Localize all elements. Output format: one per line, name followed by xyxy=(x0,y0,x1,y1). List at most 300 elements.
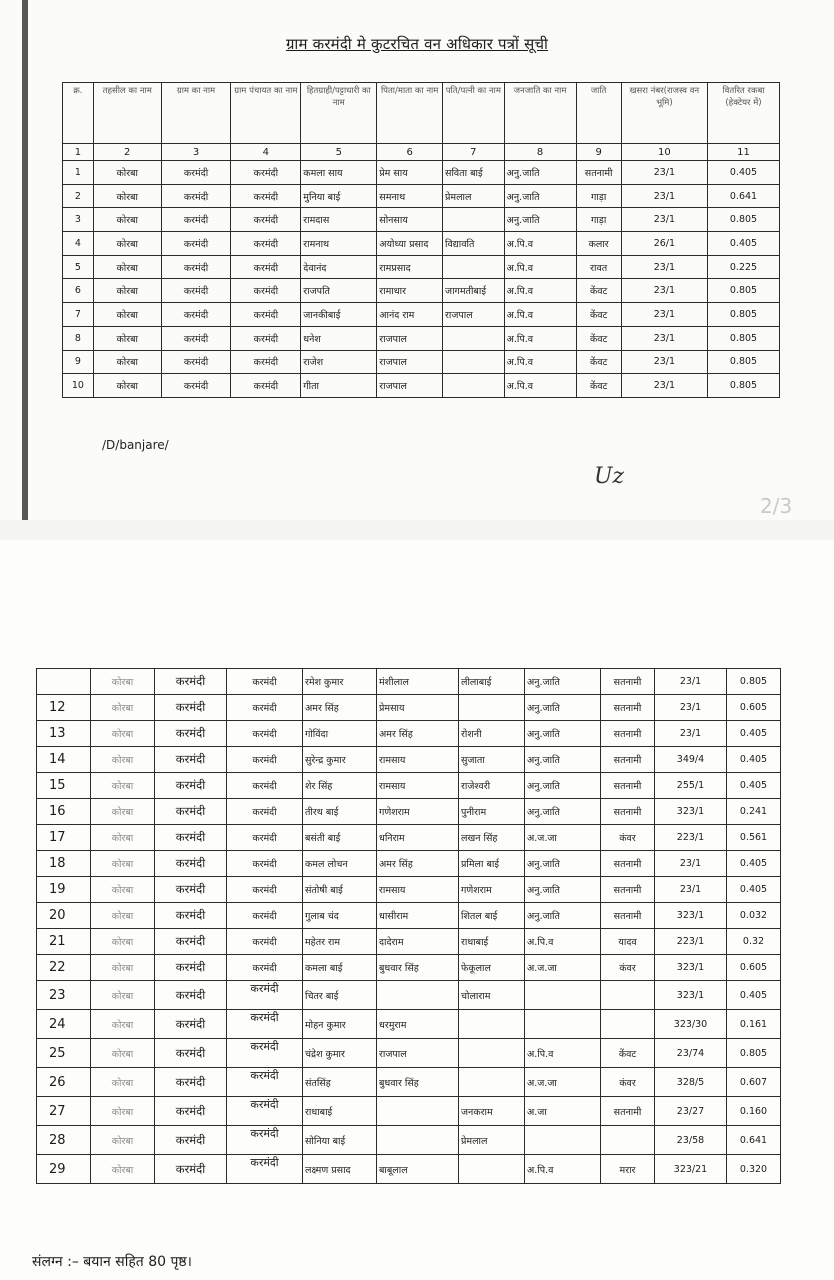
col-header-tehsil: तहसील का नाम xyxy=(93,83,161,144)
cell-caste: केंवट xyxy=(576,374,621,398)
cell-village: करमंदी xyxy=(161,303,231,327)
cell-name: बसंती बाई xyxy=(303,825,377,851)
cell-name: तीरथ बाई xyxy=(303,799,377,825)
cell-tribe: अ.पि.व xyxy=(504,255,576,279)
cell-tribe: अ.पि.व xyxy=(504,279,576,303)
cell-name: संतोषी बाई xyxy=(303,877,377,903)
footer-note: संलग्न :– बयान सहित 80 पृष्ठ। xyxy=(32,1254,192,1270)
cell-spouse xyxy=(443,255,505,279)
cell-parent: बाबूलाल xyxy=(377,1155,459,1184)
cell-tribe: अ.जा xyxy=(525,1097,601,1126)
cell-tehsil: कोरबा xyxy=(93,208,161,232)
page-number: 2/3 xyxy=(760,494,793,518)
cell-village: करमंदी xyxy=(155,903,227,929)
cell-khasra: 323/30 xyxy=(655,1010,727,1039)
cell-sl: 16 xyxy=(37,799,91,825)
col-header-tribe: जनजाति का नाम xyxy=(504,83,576,144)
cell-spouse: जागमतीबाई xyxy=(443,279,505,303)
cell-name: मुनिया बाई xyxy=(301,184,377,208)
forest-rights-table-page-1 xyxy=(62,82,780,398)
cell-caste: सतनामी xyxy=(601,799,655,825)
cell-khasra: 323/1 xyxy=(655,903,727,929)
cell-caste: सतनामी xyxy=(601,773,655,799)
cell-area: 0.805 xyxy=(708,208,780,232)
cell-khasra: 323/1 xyxy=(655,955,727,981)
cell-name: राजेश xyxy=(301,350,377,374)
cell-caste: केंवट xyxy=(576,279,621,303)
cell-area: 0.805 xyxy=(727,669,781,695)
cell-tehsil: कोरबा xyxy=(91,903,155,929)
cell-parent: रामसाय xyxy=(377,773,459,799)
cell-parent xyxy=(377,1126,459,1155)
cell-village: करमंदी xyxy=(161,161,231,185)
cell-village: करमंदी xyxy=(161,326,231,350)
cell-area: 0.805 xyxy=(708,303,780,327)
cell-sl: 26 xyxy=(37,1068,91,1097)
table-row xyxy=(37,955,781,981)
cell-khasra: 26/1 xyxy=(621,232,707,256)
cell-caste: सतनामी xyxy=(601,695,655,721)
cell-village: करमंदी xyxy=(161,350,231,374)
col-header-sl: क्र. xyxy=(63,83,94,144)
cell-tribe: अनु.जाति xyxy=(525,773,601,799)
cell-parent: धरमुराम xyxy=(377,1010,459,1039)
cell-area: 0.405 xyxy=(708,161,780,185)
cell-name: गुलाब चंद xyxy=(303,903,377,929)
cell-khasra: 23/1 xyxy=(621,303,707,327)
cell-panchayat: करमंदी xyxy=(231,374,301,398)
cell-area: 0.405 xyxy=(708,232,780,256)
cell-parent: राजपाल xyxy=(377,350,443,374)
page-binding-edge xyxy=(22,0,28,520)
cell-village: करमंदी xyxy=(155,799,227,825)
cell-tribe: अ.पि.व xyxy=(525,1039,601,1068)
cell-name: राधाबाई xyxy=(303,1097,377,1126)
cell-tribe: अ.ज.जा xyxy=(525,825,601,851)
cell-caste: गाड़ा xyxy=(576,208,621,232)
cell-spouse xyxy=(443,374,505,398)
cell-tribe: अनु.जाति xyxy=(525,695,601,721)
cell-tribe: अनु.जाति xyxy=(525,903,601,929)
cell-name: सुरेन्द्र कुमार xyxy=(303,747,377,773)
cell-tehsil: कोरबा xyxy=(91,1097,155,1126)
table-row xyxy=(37,929,781,955)
col-number: 9 xyxy=(576,144,621,161)
cell-area: 0.32 xyxy=(727,929,781,955)
cell-panchayat: करमंदी xyxy=(231,161,301,185)
cell-parent xyxy=(377,981,459,1010)
cell-sl: 2 xyxy=(63,184,94,208)
cell-name: चंद्रेश कुमार xyxy=(303,1039,377,1068)
cell-parent: गणेशराम xyxy=(377,799,459,825)
cell-spouse: गणेशराम xyxy=(459,877,525,903)
cell-khasra: 23/1 xyxy=(655,877,727,903)
cell-khasra: 23/74 xyxy=(655,1039,727,1068)
table-row xyxy=(63,161,780,185)
cell-sl: 18 xyxy=(37,851,91,877)
cell-area: 0.320 xyxy=(727,1155,781,1184)
cell-sl: 23 xyxy=(37,981,91,1010)
cell-panchayat: करमंदी xyxy=(231,184,301,208)
cell-caste: रावत xyxy=(576,255,621,279)
cell-village: करमंदी xyxy=(161,255,231,279)
cell-name: कमला बाई xyxy=(303,955,377,981)
cell-village: करमंदी xyxy=(155,955,227,981)
cell-village: करमंदी xyxy=(161,232,231,256)
cell-panchayat: करमंदी xyxy=(227,1010,303,1039)
cell-name: देवानंद xyxy=(301,255,377,279)
cell-caste: मरार xyxy=(601,1155,655,1184)
cell-area: 0.405 xyxy=(727,747,781,773)
cell-area: 0.405 xyxy=(727,721,781,747)
cell-village: करमंदी xyxy=(155,1039,227,1068)
cell-tehsil: कोरबा xyxy=(91,695,155,721)
cell-panchayat: करमंदी xyxy=(231,303,301,327)
cell-name: अमर सिंह xyxy=(303,695,377,721)
cell-tehsil: कोरबा xyxy=(91,747,155,773)
cell-spouse xyxy=(443,208,505,232)
cell-area: 0.225 xyxy=(708,255,780,279)
cell-caste: कंवर xyxy=(601,825,655,851)
cell-tribe: अ.पि.व xyxy=(504,303,576,327)
cell-panchayat: करमंदी xyxy=(227,929,303,955)
cell-panchayat: करमंदी xyxy=(227,1097,303,1126)
table-row xyxy=(63,232,780,256)
cell-village: करमंदी xyxy=(155,1010,227,1039)
table-row xyxy=(63,208,780,232)
col-number: 1 xyxy=(63,144,94,161)
cell-tribe: अनु.जाति xyxy=(525,747,601,773)
document-title: ग्राम करमंदी मे कुटरचित वन अधिकार पत्रों सूची xyxy=(285,35,549,53)
cell-panchayat: करमंदी xyxy=(227,903,303,929)
cell-sl: 12 xyxy=(37,695,91,721)
cell-sl: 28 xyxy=(37,1126,91,1155)
table-row xyxy=(37,981,781,1010)
cell-khasra: 23/58 xyxy=(655,1126,727,1155)
col-header-area: वितरित रकबा (हेक्टेयर में) xyxy=(708,83,780,144)
table-row xyxy=(37,1010,781,1039)
cell-spouse xyxy=(459,1155,525,1184)
cell-village: करमंदी xyxy=(161,208,231,232)
cell-tehsil: कोरबा xyxy=(93,374,161,398)
cell-tehsil: कोरबा xyxy=(91,825,155,851)
cell-panchayat: करमंदी xyxy=(227,799,303,825)
cell-parent: रामप्रसाद xyxy=(377,255,443,279)
col-number: 10 xyxy=(621,144,707,161)
cell-sl: 17 xyxy=(37,825,91,851)
col-header-parent: पिता/माता का नाम xyxy=(377,83,443,144)
cell-panchayat: करमंदी xyxy=(231,232,301,256)
cell-tehsil: कोरबा xyxy=(93,232,161,256)
cell-spouse: चोलाराम xyxy=(459,981,525,1010)
cell-tehsil: कोरबा xyxy=(91,1068,155,1097)
cell-khasra: 323/1 xyxy=(655,981,727,1010)
cell-tehsil: कोरबा xyxy=(93,279,161,303)
col-header-beneficiary: हितग्राही/पट्टाधारी का नाम xyxy=(301,83,377,144)
cell-area: 0.561 xyxy=(727,825,781,851)
cell-area: 0.805 xyxy=(708,374,780,398)
column-number-row xyxy=(63,144,780,161)
cell-area: 0.641 xyxy=(708,184,780,208)
cell-spouse: राजेश्वरी xyxy=(459,773,525,799)
cell-panchayat: करमंदी xyxy=(227,955,303,981)
cell-caste: कलार xyxy=(576,232,621,256)
cell-sl: 24 xyxy=(37,1010,91,1039)
cell-panchayat: करमंदी xyxy=(227,721,303,747)
cell-sl: 22 xyxy=(37,955,91,981)
cell-spouse: सविता बाई xyxy=(443,161,505,185)
cell-caste: सतनामी xyxy=(601,903,655,929)
cell-parent: रामाधार xyxy=(377,279,443,303)
table-row xyxy=(37,1068,781,1097)
table-row xyxy=(37,877,781,903)
cell-panchayat: करमंदी xyxy=(231,279,301,303)
cell-name: रामनाथ xyxy=(301,232,377,256)
cell-khasra: 23/1 xyxy=(621,279,707,303)
cell-caste xyxy=(601,1126,655,1155)
cell-sl: 13 xyxy=(37,721,91,747)
cell-spouse: राधाबाई xyxy=(459,929,525,955)
forest-rights-table-page-2 xyxy=(36,668,781,1184)
cell-name: संतसिंह xyxy=(303,1068,377,1097)
cell-tribe: अनु.जाति xyxy=(525,669,601,695)
cell-parent: प्रेम साय xyxy=(377,161,443,185)
cell-sl: 19 xyxy=(37,877,91,903)
cell-panchayat: करमंदी xyxy=(227,877,303,903)
cell-village: करमंदी xyxy=(155,695,227,721)
cell-parent: राजपाल xyxy=(377,326,443,350)
cell-panchayat: करमंदी xyxy=(227,747,303,773)
cell-parent: रामसाय xyxy=(377,877,459,903)
cell-khasra: 328/5 xyxy=(655,1068,727,1097)
cell-spouse xyxy=(443,326,505,350)
cell-tehsil: कोरबा xyxy=(91,1155,155,1184)
cell-khasra: 23/1 xyxy=(621,208,707,232)
cell-tehsil: कोरबा xyxy=(91,1039,155,1068)
cell-tehsil: कोरबा xyxy=(91,1126,155,1155)
cell-spouse xyxy=(443,350,505,374)
cell-parent: समनाथ xyxy=(377,184,443,208)
cell-tehsil: कोरबा xyxy=(91,929,155,955)
cell-area: 0.405 xyxy=(727,877,781,903)
cell-parent: धासीराम xyxy=(377,903,459,929)
col-number: 6 xyxy=(377,144,443,161)
cell-village: करमंदी xyxy=(161,279,231,303)
cell-village: करमंदी xyxy=(155,851,227,877)
cell-khasra: 23/1 xyxy=(621,326,707,350)
cell-spouse: सुजाता xyxy=(459,747,525,773)
cell-spouse: लखन सिंह xyxy=(459,825,525,851)
cell-name: महेतर राम xyxy=(303,929,377,955)
cell-tehsil: कोरबा xyxy=(93,161,161,185)
cell-khasra: 23/1 xyxy=(621,350,707,374)
cell-spouse: प्रेमलाल xyxy=(459,1126,525,1155)
cell-tehsil: कोरबा xyxy=(93,184,161,208)
cell-khasra: 23/1 xyxy=(655,721,727,747)
cell-caste: गाड़ा xyxy=(576,184,621,208)
cell-khasra: 255/1 xyxy=(655,773,727,799)
cell-tehsil: कोरबा xyxy=(93,255,161,279)
cell-spouse: पुनीराम xyxy=(459,799,525,825)
cell-parent: बुधवार सिंह xyxy=(377,955,459,981)
cell-sl: 9 xyxy=(63,350,94,374)
cell-tribe: अनु.जाति xyxy=(525,721,601,747)
cell-name: शेर सिंह xyxy=(303,773,377,799)
cell-village: करमंदी xyxy=(161,184,231,208)
header-row xyxy=(63,83,780,144)
cell-tehsil: कोरबा xyxy=(91,955,155,981)
table-row xyxy=(63,350,780,374)
cell-area: 0.805 xyxy=(708,279,780,303)
cell-tehsil: कोरबा xyxy=(91,877,155,903)
cell-spouse: प्रेमलाल xyxy=(443,184,505,208)
cell-village: करमंदी xyxy=(155,773,227,799)
cell-caste: सतनामी xyxy=(601,721,655,747)
cell-parent: अमर सिंह xyxy=(377,721,459,747)
cell-sl xyxy=(37,669,91,695)
cell-panchayat: करमंदी xyxy=(227,1068,303,1097)
cell-caste: केंवट xyxy=(576,326,621,350)
cell-tribe xyxy=(525,1010,601,1039)
cell-area: 0.405 xyxy=(727,851,781,877)
cell-khasra: 23/27 xyxy=(655,1097,727,1126)
table-row xyxy=(63,303,780,327)
cell-tribe: अनु.जाति xyxy=(525,799,601,825)
cell-parent: सोनसाय xyxy=(377,208,443,232)
cell-sl: 8 xyxy=(63,326,94,350)
cell-village: करमंदी xyxy=(155,877,227,903)
cell-tehsil: कोरबा xyxy=(91,981,155,1010)
cell-parent xyxy=(377,1097,459,1126)
cell-caste: कंवर xyxy=(601,955,655,981)
cell-area: 0.405 xyxy=(727,773,781,799)
table-row xyxy=(63,184,780,208)
cell-panchayat: करमंदी xyxy=(231,326,301,350)
cell-spouse: प्रमिला बाई xyxy=(459,851,525,877)
cell-name: रमेश कुमार xyxy=(303,669,377,695)
col-number: 4 xyxy=(231,144,301,161)
cell-name: राजपति xyxy=(301,279,377,303)
cell-area: 0.805 xyxy=(708,326,780,350)
col-header-panchayat: ग्राम पंचायत का नाम xyxy=(231,83,301,144)
cell-khasra: 23/1 xyxy=(655,851,727,877)
cell-caste xyxy=(601,1010,655,1039)
cell-parent: राजपाल xyxy=(377,1039,459,1068)
cell-sl: 7 xyxy=(63,303,94,327)
col-number: 2 xyxy=(93,144,161,161)
cell-name: सोनिया बाई xyxy=(303,1126,377,1155)
table-body-page-1 xyxy=(63,161,780,398)
cell-tehsil: कोरबा xyxy=(91,669,155,695)
cell-khasra: 349/4 xyxy=(655,747,727,773)
cell-area: 0.032 xyxy=(727,903,781,929)
cell-area: 0.605 xyxy=(727,695,781,721)
cell-khasra: 23/1 xyxy=(621,374,707,398)
cell-sl: 27 xyxy=(37,1097,91,1126)
cell-panchayat: करमंदी xyxy=(227,1155,303,1184)
cell-tehsil: कोरबा xyxy=(91,1010,155,1039)
cell-tribe: अ.पि.व xyxy=(525,1155,601,1184)
table-row xyxy=(63,279,780,303)
cell-caste: यादव xyxy=(601,929,655,955)
cell-sl: 6 xyxy=(63,279,94,303)
cell-tribe: अ.ज.जा xyxy=(525,1068,601,1097)
cell-tehsil: कोरबा xyxy=(91,721,155,747)
cell-spouse xyxy=(459,695,525,721)
table-row xyxy=(37,799,781,825)
cell-village: करमंदी xyxy=(155,1126,227,1155)
cell-caste: सतनामी xyxy=(601,877,655,903)
cell-parent: अयोध्या प्रसाद xyxy=(377,232,443,256)
cell-panchayat: करमंदी xyxy=(227,1039,303,1068)
cell-tribe: अ.ज.जा xyxy=(525,955,601,981)
cell-caste: केंवट xyxy=(601,1039,655,1068)
cell-spouse: फेकूलाल xyxy=(459,955,525,981)
cell-panchayat: करमंदी xyxy=(227,1126,303,1155)
table-row xyxy=(37,1097,781,1126)
cell-tehsil: कोरबा xyxy=(93,326,161,350)
cell-village: करमंदी xyxy=(155,747,227,773)
cell-sl: 14 xyxy=(37,747,91,773)
cell-parent: बुधवार सिंह xyxy=(377,1068,459,1097)
col-number: 3 xyxy=(161,144,231,161)
table-body-page-2 xyxy=(37,669,781,1184)
table-row xyxy=(37,1126,781,1155)
cell-tribe: अनु.जाति xyxy=(525,851,601,877)
col-number: 5 xyxy=(301,144,377,161)
cell-village: करमंदी xyxy=(155,825,227,851)
col-header-khasra: खसरा नंबर(राजस्व वन भूमि) xyxy=(621,83,707,144)
cell-name: गोविंदा xyxy=(303,721,377,747)
cell-panchayat: करमंदी xyxy=(227,669,303,695)
cell-caste: केंवट xyxy=(576,350,621,374)
cell-parent: दादेराम xyxy=(377,929,459,955)
cell-spouse xyxy=(459,1039,525,1068)
cell-area: 0.405 xyxy=(727,981,781,1010)
cell-tehsil: कोरबा xyxy=(91,773,155,799)
cell-parent: अमर सिंह xyxy=(377,851,459,877)
cell-name: कमला साय xyxy=(301,161,377,185)
cell-panchayat: करमंदी xyxy=(227,851,303,877)
cell-tehsil: कोरबा xyxy=(91,851,155,877)
table-row xyxy=(37,851,781,877)
cell-village: करमंदी xyxy=(155,981,227,1010)
signature: Uz xyxy=(594,464,625,489)
cell-spouse: लीलाबाई xyxy=(459,669,525,695)
cell-khasra: 323/21 xyxy=(655,1155,727,1184)
cell-khasra: 23/1 xyxy=(621,184,707,208)
cell-tehsil: कोरबा xyxy=(93,350,161,374)
cell-area: 0.607 xyxy=(727,1068,781,1097)
cell-khasra: 23/1 xyxy=(655,695,727,721)
cell-khasra: 23/1 xyxy=(621,255,707,279)
col-number: 11 xyxy=(708,144,780,161)
cell-khasra: 23/1 xyxy=(621,161,707,185)
cell-tribe: अ.पि.व xyxy=(504,350,576,374)
cell-name: रामदास xyxy=(301,208,377,232)
table-row xyxy=(37,825,781,851)
cell-sl: 15 xyxy=(37,773,91,799)
cell-village: करमंदी xyxy=(155,1155,227,1184)
cell-caste: कंवर xyxy=(601,1068,655,1097)
cell-parent: मंशीलाल xyxy=(377,669,459,695)
cell-village: करमंदी xyxy=(155,1097,227,1126)
cell-spouse: रोशनी xyxy=(459,721,525,747)
cell-khasra: 223/1 xyxy=(655,929,727,955)
cell-tribe: अ.पि.व xyxy=(504,326,576,350)
cell-tribe: अ.पि.व xyxy=(504,374,576,398)
col-header-spouse: पति/पत्नी का नाम xyxy=(443,83,505,144)
